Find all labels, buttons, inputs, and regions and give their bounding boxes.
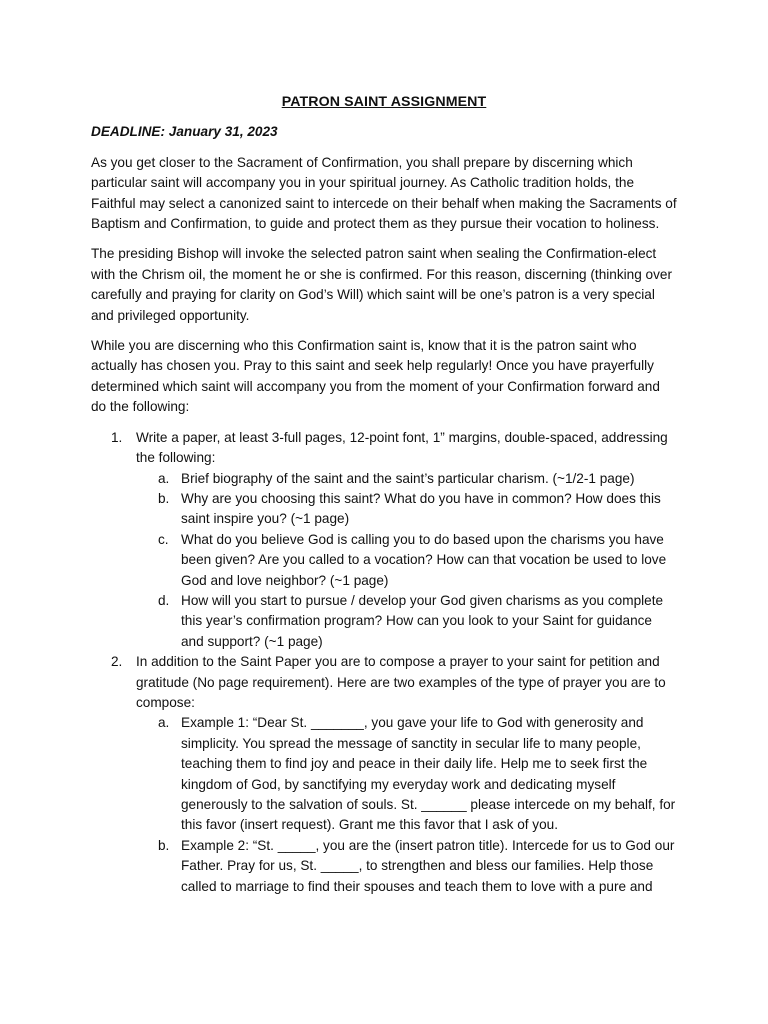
sub-list-letter: d.	[158, 592, 170, 608]
sub-list-letter: a.	[158, 715, 170, 731]
list-item	[91, 428, 677, 652]
sub-list-item	[91, 836, 677, 897]
list-number: 2.	[111, 654, 123, 670]
sub-list-letter: b.	[158, 490, 170, 506]
sub-list-item	[91, 489, 677, 530]
sub-list-text: Example 2: “St. _____, you are the (insert patron title). Intercede for us to God our Father. Pray for us, St. _____, to strengthen and bless our families. Help those called to marriage to find their spouses and teach them to love with a pure and	[181, 837, 675, 894]
list-item-text: Write a paper, at least 3-full pages, 12-point font, 1” margins, double-spaced, addressing the following:	[136, 429, 668, 466]
sub-list-item	[91, 469, 677, 489]
discerning-paragraph: While you are discerning who this Confirmation saint is, know that it is the patron saint who actually has chosen you. Pray to this saint and seek help regularly! Once you have prayerfully determined which saint will accompany you from the moment of your Confirmation forward and do the following:	[91, 338, 660, 415]
sub-list-letter: a.	[158, 470, 170, 486]
deadline-line: DEADLINE: January 31, 2023	[91, 124, 278, 140]
sub-list-text: Example 1: “Dear St. _______, you gave your life to God with generosity and simplicity. You spread the message of sanctity in secular life to many people, teaching them to find joy and peace in their daily life. Help me to seek first the kingdom of God, by sanctifying my everyday work and dedicating myself generously to the salvation of souls. St. ______ please intercede on my behalf, for this favor (insert request). Grant me this favor that I ask of you.	[181, 715, 676, 833]
sub-list-text: How will you start to pursue / develop your God given charisms as you complete this year’s confirmation program? How can you look to your Saint for guidance and support? (~1 page)	[181, 592, 664, 649]
sub-list-letter: b.	[158, 837, 170, 853]
sub-list-item	[91, 530, 677, 591]
sub-list	[136, 713, 677, 897]
bishop-paragraph: The presiding Bishop will invoke the selected patron saint when sealing the Confirmation-elect with the Chrism oil, the moment he or she is confirmed. For this reason, discerning (thinking over carefully and praying for clarity on God’s Will) which saint will be one’s patron is a very special and privileged opportunity.	[91, 246, 673, 323]
list-number: 1.	[111, 429, 123, 445]
assignment-list	[91, 428, 677, 897]
sub-list-text: Brief biography of the saint and the saint’s particular charism. (~1/2-1 page)	[181, 470, 635, 486]
sub-list-text: What do you believe God is calling you to do based upon the charisms you have been given? Are you called to a vocation? How can that vocation be used to love God and love neighbor? (~1 page)	[181, 531, 667, 588]
document-title: PATRON SAINT ASSIGNMENT	[281, 94, 487, 110]
list-item	[91, 652, 677, 897]
intro-paragraph: As you get closer to the Sacrament of Confirmation, you shall prepare by discerning which particular saint will accompany you in your spiritual journey. As Catholic tradition holds, the Faithful may select a canonized saint to intercede on their behalf when making the Sacraments of Baptism and Confirmation, to guide and protect them as they pursue their vocation to holiness.	[91, 154, 677, 232]
sub-list-item	[91, 713, 677, 835]
document-content	[91, 92, 677, 897]
sub-list-item	[91, 591, 677, 652]
sub-list-letter: c.	[158, 531, 169, 547]
list-item-text: In addition to the Saint Paper you are to compose a prayer to your saint for petition and gratitude (No page requirement). Here are two examples of the type of prayer you are to compose:	[136, 654, 666, 710]
sub-list	[136, 469, 677, 653]
sub-list-text: Why are you choosing this saint? What do you have in common? How does this saint inspire you? (~1 page)	[181, 490, 661, 527]
